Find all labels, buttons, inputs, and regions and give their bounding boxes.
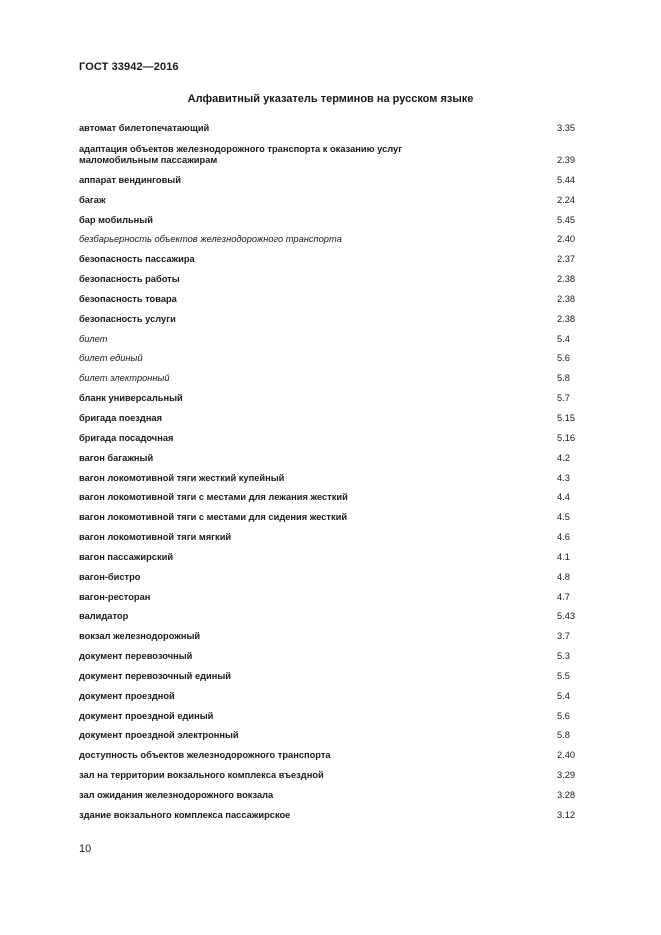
index-reference: 5.7 [557, 393, 570, 404]
index-term: документ проездной [79, 690, 175, 701]
index-entry [79, 667, 582, 687]
index-term: вагон локомотивной тяги с местами для лежания жесткий [79, 492, 348, 503]
index-entry [79, 211, 582, 231]
index-reference: 4.5 [557, 512, 570, 523]
index-term: бланк универсальный [79, 393, 183, 404]
index-reference: 5.44 [557, 174, 576, 185]
index-entry [79, 429, 582, 449]
index-term: безопасность услуги [79, 313, 176, 324]
index-entry [79, 548, 582, 568]
index-term: вагон пассажирский [79, 551, 174, 562]
page-number: 10 [79, 843, 92, 855]
index-reference: 5.4 [557, 690, 570, 701]
index-entry [79, 310, 582, 330]
index-reference: 2.40 [557, 234, 576, 245]
index-term: здание вокзального комплекса пассажирское [79, 809, 291, 820]
index-entry [79, 389, 582, 409]
index-entry [79, 488, 582, 508]
document-header: ГОСТ 33942—2016 [79, 61, 179, 73]
index-entry [79, 191, 582, 211]
index-term: зал на территории вокзального комплекса въездной [79, 770, 324, 781]
index-term: безбарьерность объектов железнодорожного транспорта [79, 234, 342, 245]
index-term: билет единый [79, 353, 143, 364]
index-entry [79, 290, 582, 310]
index-reference: 3.35 [557, 123, 576, 133]
index-term: бригада поездная [79, 412, 163, 423]
term-index-list [79, 119, 582, 826]
index-reference: 2.24 [557, 194, 576, 205]
index-reference: 2.38 [557, 293, 576, 304]
index-reference: 2.38 [557, 313, 576, 324]
index-term: билет [79, 333, 108, 344]
index-reference: 3.7 [557, 631, 570, 642]
index-entry [79, 687, 582, 707]
index-term: безопасность работы [79, 274, 180, 285]
index-entry [79, 647, 582, 667]
index-reference: 2.39 [557, 154, 576, 165]
index-reference: 4.6 [557, 532, 570, 543]
index-term: бригада посадочная [79, 432, 174, 443]
index-entry [79, 707, 582, 727]
index-term: вагон багажный [79, 452, 154, 463]
index-term: багаж [79, 194, 106, 205]
index-reference: 5.8 [557, 730, 570, 741]
index-term: вагон локомотивной тяги жесткий купейный [79, 472, 285, 483]
index-reference: 5.6 [557, 710, 570, 721]
index-reference: 5.5 [557, 670, 570, 681]
index-reference: 4.8 [557, 571, 570, 582]
index-entry [79, 726, 582, 746]
index-entry [79, 627, 582, 647]
index-term: вагон-бистро [79, 571, 141, 582]
index-reference: 5.4 [557, 333, 570, 344]
index-entry [79, 469, 582, 489]
index-term: валидатор [79, 611, 129, 622]
index-term: доступность объектов железнодорожного транспорта [79, 750, 331, 761]
index-entry [79, 139, 582, 171]
index-entry [79, 588, 582, 608]
index-entry [79, 119, 582, 139]
index-reference: 5.3 [557, 651, 570, 662]
index-term: зал ожидания железнодорожного вокзала [79, 790, 274, 800]
index-entry [79, 568, 582, 588]
index-term: документ проездной единый [79, 710, 214, 721]
index-term: вагон локомотивной тяги с местами для сидения жесткий [79, 512, 348, 523]
index-entry [79, 806, 582, 826]
index-term: вагон-ресторан [79, 591, 151, 602]
index-term: вагон локомотивной тяги мягкий [79, 532, 232, 543]
index-entry [79, 270, 582, 290]
index-term: вокзал железнодорожный [79, 631, 201, 642]
index-entry [79, 786, 582, 806]
index-entry [79, 330, 582, 350]
index-reference: 3.12 [557, 809, 576, 820]
index-entry [79, 349, 582, 369]
index-reference: 3.28 [557, 790, 576, 800]
index-term: аппарат вендинговый [79, 174, 181, 185]
index-reference: 2.38 [557, 274, 576, 285]
index-reference: 5.16 [557, 432, 576, 443]
index-entry [79, 746, 582, 766]
index-term: документ проездной электронный [79, 730, 239, 741]
index-reference: 4.4 [557, 492, 570, 503]
index-entry [79, 250, 582, 270]
index-entry [79, 449, 582, 469]
index-reference: 4.1 [557, 551, 570, 562]
index-reference: 5.6 [557, 353, 570, 364]
index-entry [79, 528, 582, 548]
index-reference: 5.45 [557, 214, 576, 225]
index-entry [79, 508, 582, 528]
index-reference: 4.2 [557, 452, 570, 463]
index-term: безопасность товара [79, 293, 177, 304]
index-reference: 3.29 [557, 770, 576, 781]
index-entry [79, 230, 582, 250]
index-term: автомат билетопечатающий [79, 123, 210, 133]
index-reference: 4.3 [557, 472, 570, 483]
index-entry [79, 409, 582, 429]
index-reference: 5.8 [557, 373, 570, 384]
index-term: документ перевозочный [79, 651, 193, 662]
index-reference: 2.37 [557, 254, 576, 265]
index-term: безопасность пассажира [79, 254, 195, 265]
index-reference: 5.43 [557, 611, 576, 622]
index-title: Алфавитный указатель терминов на русском языке [187, 93, 474, 105]
index-reference: 2.40 [557, 750, 576, 761]
index-term: билет электронный [79, 373, 170, 384]
index-entry [79, 369, 582, 389]
index-entry [79, 607, 582, 627]
index-entry [79, 766, 582, 786]
index-reference: 5.15 [557, 412, 576, 423]
index-entry [79, 171, 582, 191]
index-reference: 4.7 [557, 591, 570, 602]
index-term: бар мобильный [79, 214, 153, 225]
index-term: документ перевозочный единый [79, 670, 232, 681]
index-term: адаптация объектов железнодорожного транспорта к оказанию услуг маломобильным пассажирам [79, 143, 403, 165]
